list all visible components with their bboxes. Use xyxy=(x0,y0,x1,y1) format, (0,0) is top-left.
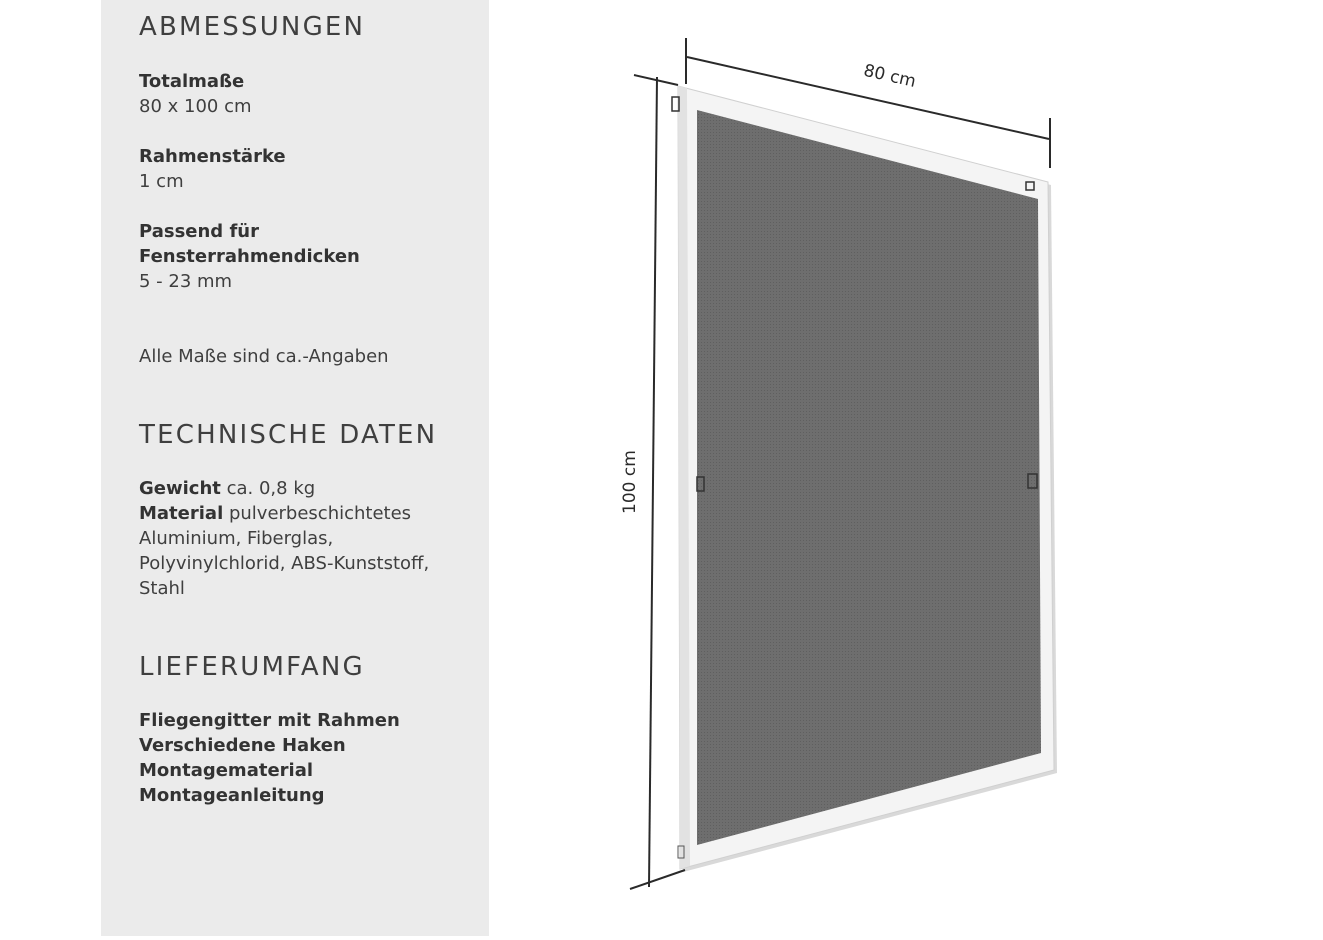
product-diagram xyxy=(560,0,1323,936)
fit-value: 5 - 23 mm xyxy=(139,271,233,292)
height-tick-bottom xyxy=(630,870,685,889)
material-value-line-2: Aluminium, Fiberglas, xyxy=(139,528,334,549)
scope-item: Verschiedene Haken xyxy=(139,735,346,756)
frame-thickness-value: 1 cm xyxy=(139,171,184,192)
height-dimension-line xyxy=(649,77,657,887)
scope-item: Fliegengitter mit Rahmen xyxy=(139,710,400,731)
mesh-panel xyxy=(697,110,1041,845)
material-value-line-4: Stahl xyxy=(139,578,185,599)
width-label: 80 cm xyxy=(861,60,918,92)
material-label: Material xyxy=(139,503,224,524)
approximation-note: Alle Maße sind ca.-Angaben xyxy=(139,346,389,367)
dimensions-heading: ABMESSUNGEN xyxy=(139,12,366,42)
scope-heading: LIEFERUMFANG xyxy=(139,652,365,682)
height-dimension xyxy=(620,75,685,889)
total-size-label: Totalmaße xyxy=(139,71,245,92)
weight-label: Gewicht xyxy=(139,478,221,499)
technical-heading: TECHNISCHE DATEN xyxy=(139,420,438,450)
scope-item: Montageanleitung xyxy=(139,785,325,806)
material-value-line-1: pulverbeschichtetes xyxy=(228,503,412,524)
fit-label-line-2: Fensterrahmendicken xyxy=(139,246,360,267)
height-label: 100 cm xyxy=(620,450,640,514)
total-size-value: 80 x 100 cm xyxy=(139,96,252,117)
scope-item: Montagematerial xyxy=(139,760,314,781)
material-value-line-3: Polyvinylchlorid, ABS-Kunststoff, xyxy=(139,553,430,574)
weight-row xyxy=(139,476,315,501)
fit-label-line-1: Passend für xyxy=(139,221,259,242)
material-row xyxy=(139,501,411,526)
weight-value: ca. 0,8 kg xyxy=(226,478,316,499)
fly-screen-drawing xyxy=(560,0,1323,936)
specs-panel xyxy=(101,0,489,936)
frame-thickness-label: Rahmenstärke xyxy=(139,146,286,167)
